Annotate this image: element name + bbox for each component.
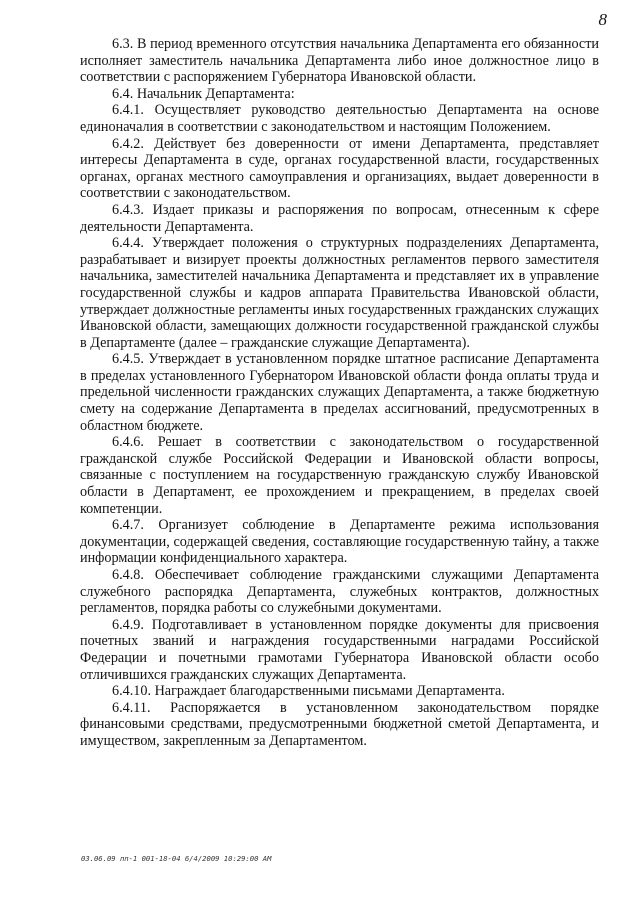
paragraph-6-4-7: 6.4.7. Организует соблюдение в Департаменте режима использования документации, содержащей сведения, составляющие государственную тайну, а также информации конфиденциального характера. — [80, 517, 599, 567]
paragraph-6-4: 6.4. Начальник Департамента: — [112, 85, 295, 102]
paragraph-6-4-6: 6.4.6. Решает в соответствии с законодательством о государственной гражданской службе Российской Федерации и Ивановской области вопросы, связанные с поступлением на государственную гражданскую службу Ивановской области в Департамент, ее прохождением и прекращением, в пределах своей компетенции. — [80, 434, 599, 517]
paragraph-6-4-9: 6.4.9. Подготавливает в установленном порядке документы для присвоения почетных званий и награждения государственными наградами Российской Федерации и почетными грамотами Губернатора Ивановской области особо отличившихся гражданских служащих Департамента. — [80, 616, 599, 683]
paragraph-6-4-4: 6.4.4. Утверждает положения о структурных подразделениях Департамента, разрабатывает и визирует проекты должностных регламентов первого заместителя начальника, заместителей начальника Департамента и представляет их в управление государственной службы и кадров аппарата Правительства Ивановской области, утверждает должностные регламенты иных государственных гражданских служащих Ивановской области, замещающих должности государственной гражданской службы в Департаменте (далее – гражданские служащие Департамента). — [80, 235, 599, 351]
paragraph-6-4-5: 6.4.5. Утверждает в установленном порядке штатное расписание Департамента в пределах установленного Губернатором Ивановской области фонда оплаты труда и предельной численности гражданских служащих Департамента, а также бюджетную смету на содержание Департамента в пределах ассигнований, предусмотренных в областном бюджете. — [80, 351, 599, 434]
paragraph-6-4-1: 6.4.1. Осуществляет руководство деятельностью Департамента на основе единоначалия в соответствии с законодательством и настоящим Положением. — [80, 102, 599, 135]
paragraph-6-4-11: 6.4.11. Распоряжается в установленном законодательством порядке финансовыми средствами, предусмотренными бюджетной сметой Департамента, и имуществом, закрепленным за Департаментом. — [80, 699, 599, 749]
document-body — [80, 36, 599, 750]
paragraph-6-4-10: 6.4.10. Награждает благодарственными письмами Департамента. — [112, 683, 505, 700]
paragraph-6-3: 6.3. В период временного отсутствия начальника Департамента его обязанности исполняет заместитель начальника Департамента либо иное должностное лицо в соответствии с распоряжением Губернатора Ивановской области. — [80, 36, 599, 86]
paragraph-6-4-8: 6.4.8. Обеспечивает соблюдение гражданскими служащими Департамента служебного распорядка Департамента, служебных контрактов, должностных регламентов, порядка работы со служебными документами. — [80, 567, 599, 617]
paragraph-6-4-3: 6.4.3. Издает приказы и распоряжения по вопросам, отнесенным к сфере деятельности Департамента. — [80, 201, 599, 235]
paragraph-6-4-2: 6.4.2. Действует без доверенности от имени Департамента, представляет интересы Департамента в суде, органах государственной власти, государственных органах, органах местного самоуправления и организациях, выдает доверенности в соответствии с законодательством. — [80, 135, 599, 202]
page-number: 8 — [598, 10, 607, 29]
document-footer: 03.06.09 пп-1 001-18-04 6/4/2009 10:29:00 AM — [81, 854, 272, 863]
